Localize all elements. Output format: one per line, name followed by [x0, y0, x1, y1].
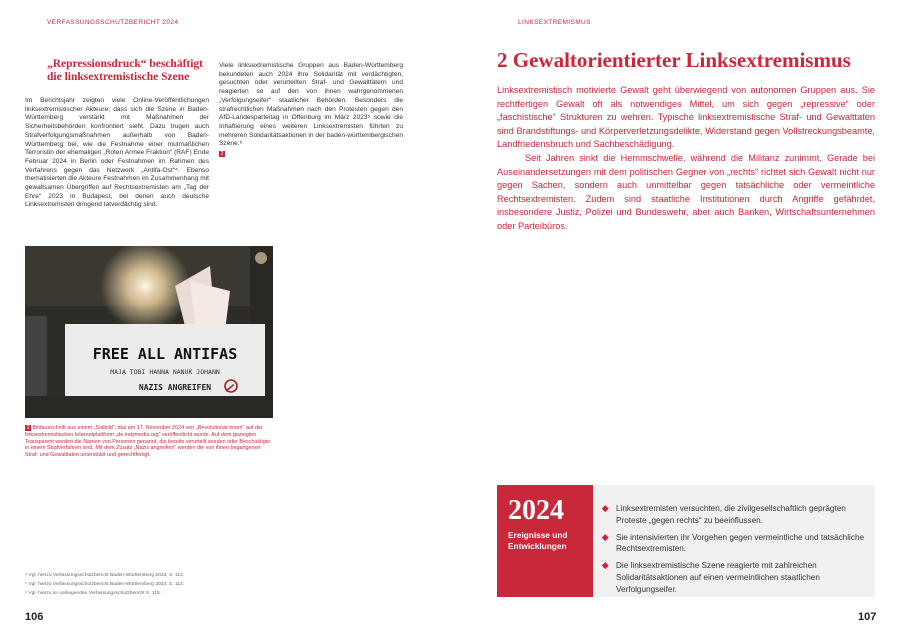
chapter-paragraph-2: Seit Jahren sinkt die Hemmschwelle, während die Militanz zunimmt. Gerade bei Auseinandersetzungen mit dem politischen Gegner von „rechts“ richtet sich Gewalt nicht nur gegen Sachen, sondern auch unmittelbar gegen tatsächliche oder vermeintliche Rechtsextremisten. Zudem sind staatliche Institutionen durch Angriffe gefährdet, insbesondere Justiz, Polizei und Bundeswehr, aber auch Banken, Wirtschaftsunternehmen oder Parteibüros. [497, 152, 875, 231]
diamond-bullet-icon [602, 505, 608, 511]
events-box [497, 485, 875, 597]
protest-photo-illustration [25, 246, 273, 418]
body-column-right [219, 62, 403, 159]
body-paragraph-left: Im Berichtsjahr zeigten viele Online-Veröffentlichungen linksextremistischer Akteure, dass sich die Szene in Baden-Württemberg verstärkt mit Maßnahmen der Sicherheitsbehörden konfrontiert sieht. Dazu trugen auch Strafverfolgungsmaßnahmen außerhalb von Baden-Württemberg bei, wie die Festnahme einer mutmaßlichen Terroristin der ehemaligen „Roten Armee Fraktion“ (RAF) Ende Februar 2024 in Berlin oder Festnahmen im Rahmen des Verfahrens gegen das Netzwerk „Antifa-Ost“⁴. Ebenso thematisierten die Akteure Festnahmen im Zusammenhang mit gewaltsamen Übergriffen auf Rechtsextremisten am „Tag der Ehre“ 2023 in Budapest, bei denen auch deutsche Linksextremisten dringend tatverdächtig sind. [25, 97, 209, 209]
events-year: 2024 [508, 495, 564, 526]
chapter-body [497, 84, 875, 234]
events-year-panel [497, 485, 593, 597]
page-number-right: 107 [858, 611, 877, 623]
subheading-line-1: „Repressionsdruck“ beschäftigt [47, 58, 204, 70]
banner-names-text: MAJA TOBI HANNA NANUK JOHANN [110, 368, 220, 376]
chapter-title: 2 Gewaltorientierter Linksextremismus [497, 48, 851, 72]
banner-slogan-text: NAZIS ANGREIFEN [138, 383, 212, 392]
diamond-bullet-icon [602, 534, 608, 540]
footnote-4: ⁴ Vgl. hierzu Verfassungsschutzbericht Baden-Württemberg 2023, S. 113. [25, 573, 185, 578]
right-running-header: LINKSEXTREMISMUS [518, 19, 591, 26]
figure-reference-badge: 2 [220, 151, 224, 158]
body-paragraph-right: Viele linksextremistische Gruppen aus Baden-Württemberg bekundeten auch 2024 ihre Solidarität mit verdächtigten, gesuchten oder verurteilten Straf- und Gewalttätern und reagierten so auf den von ihnen wahrgenommenen „Verfolgungseifer“ staatlicher Behörden. Besonders die strafrechtlichen Maßnahmen nach den Protesten gegen den AfD-Landesparteitag in Offenburg im März 2023⁵ sowie die Inhaftierung eines weiteren Linksextremisten führten zu mehreren Solidaritätsaktionen in der baden-württembergischen Szene.⁶ [219, 62, 403, 148]
events-list-item [603, 532, 867, 556]
footnote-6: ⁶ Vgl. hierzu im vorliegenden Verfassungsschutzbericht S. 115. [25, 591, 161, 596]
diamond-bullet-icon [602, 562, 608, 568]
chapter-paragraph-1: Linksextremistisch motivierte Gewalt geht überwiegend von autonomen Gruppen aus. Sie rechtfertigen Gewalt oft als notwendiges Mittel, um sich gegen „repressive“ oder „faschistische“ Strukturen zu wehren. Typische linksextremistische Straf- und Gewalttaten sind Brandstiftungs- und Körperverletzungsdelikte, Widerstand gegen Vollstreckungsbeamte, Landfriedensbruch und Sachbeschädigung. [497, 85, 875, 150]
caption-text: Bildausschnitt aus einem „Solibild“, das am 17. November 2024 von „Revolutionär:innen“ auf der linksextremistischen Internetplattform „de.indymedia.org“ veröffentlicht wurde. Auf dem gezeigten Transparent werden die Namen von Personen genannt, die bereits verurteilt wurden oder Beschuldigte in einem Strafverfahren sind. Mit dem Zusatz „Nazis angreifen!“ werden die von ihnen begangenen Straf- und Gewalttaten unterstützt und gerechtfertigt. [25, 425, 271, 459]
events-label: Ereignisse und Entwicklungen [508, 530, 568, 551]
events-item-text: Sie intensivierten ihr Vorgehen gegen vermeintliche und tatsächliche Rechtsextremisten. [616, 532, 865, 554]
figure-caption [25, 423, 275, 459]
left-running-header: VERFASSUNGSSCHUTZBERICHT 2024 [47, 19, 179, 26]
protest-photo [25, 246, 273, 418]
section-subheading [47, 58, 217, 84]
events-list [603, 503, 867, 601]
events-list-item [603, 503, 867, 527]
events-list-item [603, 560, 867, 595]
events-item-text: Die linksextremistische Szene reagierte mit zahlreichen Solidaritätsaktionen auf einen vermeintlichen staatlichen Verfolgungseifer. [616, 561, 820, 594]
footnote-5: ⁵ Vgl. hierzu Verfassungsschutzbericht Baden-Württemberg 2023, S. 112. [25, 582, 185, 587]
subheading-line-2: die linksextremistische Szene [47, 71, 190, 83]
banner-main-text: FREE ALL ANTIFAS [92, 345, 238, 363]
events-item-text: Linksextremisten versuchten, die zivilgesellschaftlich geprägten Proteste „gegen rechts“ zu beeinflussen. [616, 504, 846, 525]
page-number-left: 106 [25, 611, 44, 623]
caption-badge: 2 [26, 425, 30, 431]
